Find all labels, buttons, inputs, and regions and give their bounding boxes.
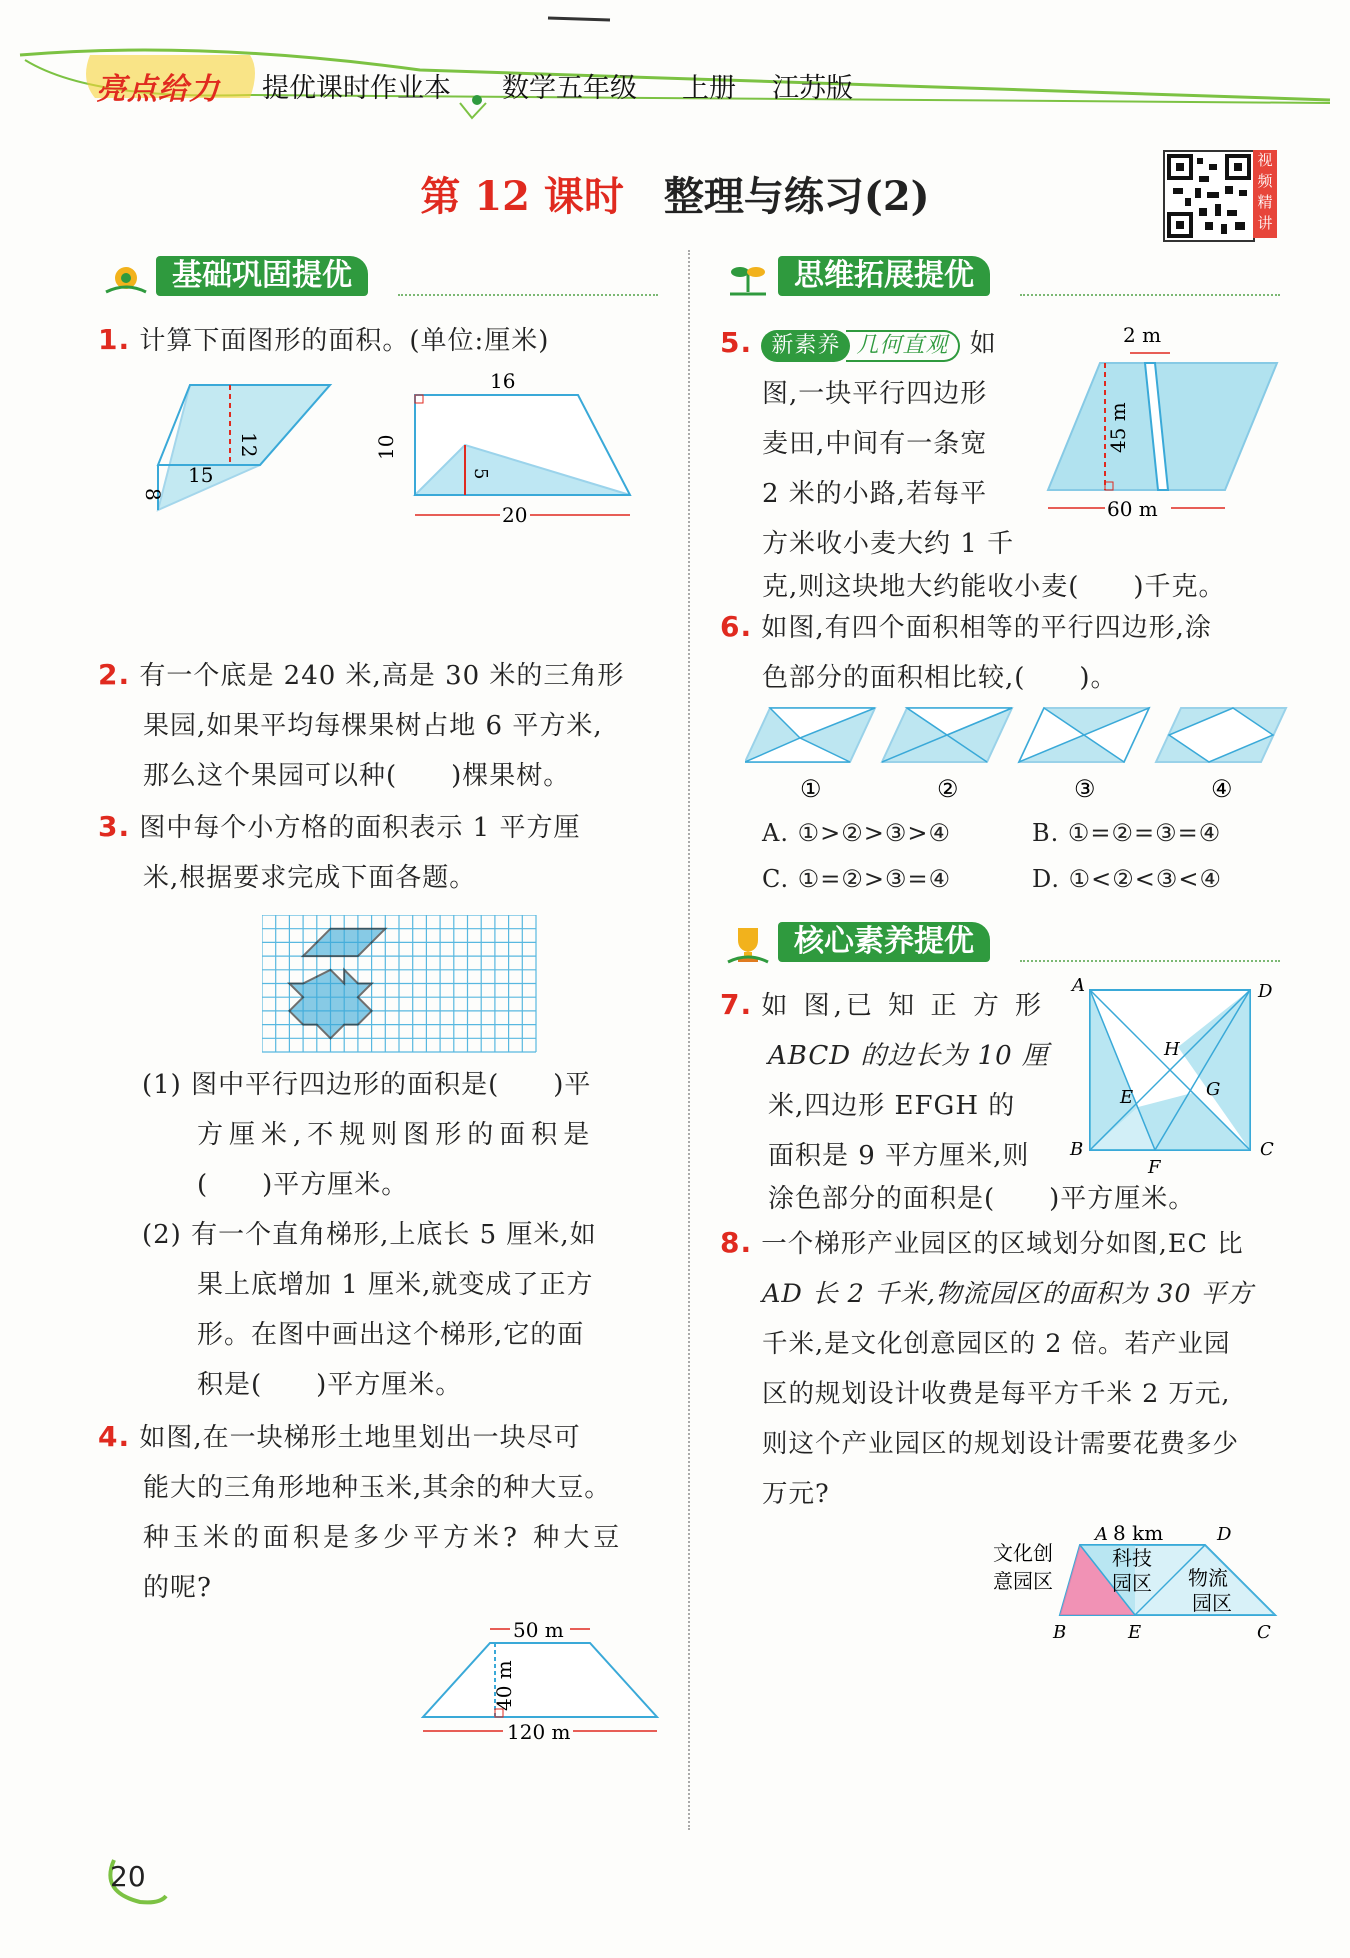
section-thinking: 思维拓展提优 (720, 252, 1280, 302)
svg-text:H: H (1164, 1039, 1180, 1060)
sprout-icon (724, 252, 774, 302)
qr-code[interactable] (1163, 150, 1255, 242)
question-3-part-1: (1) 图中平行四边形的面积是( )平 方厘米,不规则图形的面积是 ( )平方厘米。 (142, 1070, 596, 1200)
svg-text:④: ④ (1211, 775, 1233, 803)
q4-height-label: 40 m (492, 1660, 516, 1711)
q1b-top-label: 16 (490, 370, 516, 393)
q1a-top-label: 12 (237, 432, 261, 458)
svg-text:E: E (1120, 1087, 1134, 1108)
column-divider (688, 250, 690, 1830)
q4-top-label: 50 m (513, 1618, 564, 1642)
svg-text:F: F (1148, 1157, 1161, 1175)
q6-figure-2 (882, 708, 1012, 762)
volume-label: 上册 (682, 73, 736, 104)
q5-base-label: 60 m (1107, 497, 1158, 521)
q5-road-label: 2 m (1123, 323, 1162, 347)
question-3: 3. 图中每个小方格的面积表示 1 平方厘 米,根据要求完成下面各题。 (98, 810, 581, 893)
q3-grid[interactable] (262, 915, 542, 1055)
brand-logo: 亮点给力 (96, 72, 220, 107)
svg-text:D: D (1217, 1524, 1232, 1545)
svg-text:园区: 园区 (1192, 1591, 1232, 1615)
lesson-number: 第 12 课时 (420, 173, 624, 220)
q1a-left-label: 8 (141, 488, 165, 501)
svg-text:科技: 科技 (1112, 1546, 1152, 1570)
svg-text:E: E (1128, 1622, 1142, 1643)
svg-text:物流: 物流 (1188, 1566, 1228, 1590)
svg-text:C: C (1260, 1139, 1274, 1160)
svg-text:园区: 园区 (1112, 1571, 1152, 1595)
page-title (0, 165, 1350, 222)
q1b-height-label: 10 (374, 434, 398, 460)
q6-figure-3 (1019, 708, 1149, 762)
svg-text:意园区: 意园区 (993, 1569, 1053, 1593)
q6-option-b[interactable]: B. ①=②=③=④ (1032, 819, 1222, 847)
trophy-icon (724, 918, 774, 968)
question-3-part-2: (2) 有一个直角梯形,上底长 5 厘米,如 果上底增加 1 厘米,就变成了正方 形。在图中画出这个梯形,它的面 积是( )平方厘米。 (142, 1220, 597, 1400)
q6-option-a[interactable]: A. ①>②>③>④ (762, 819, 951, 847)
q1a-mid-label: 15 (188, 463, 214, 487)
q8-park-figure (985, 1510, 1285, 1650)
q5-height-label: 45 m (1106, 402, 1130, 453)
q6-option-c[interactable]: C. ①=②>③=④ (762, 865, 952, 893)
q7-square-figure (1060, 975, 1290, 1175)
sun-flower-icon (102, 252, 152, 302)
svg-text:①: ① (800, 775, 822, 803)
q4-base-label: 120 m (507, 1720, 571, 1744)
q4-trapezoid-figure (415, 1615, 675, 1755)
q3-irregular-shape (289, 970, 371, 1039)
subject-label: 数学五年级 (502, 73, 637, 104)
question-8: 8. 一个梯形产业园区的区域划分如图,EC 比 AD 长 2 千米,物流园区的面积为 30 平方 千米,是文化创意园区的 2 倍。若产业园 区的规划设计收费是每平方千米 2 万元, 则这个产业园区的规划设计需要花费多少 万元? (720, 1226, 1254, 1509)
edition-label: 江苏版 (772, 73, 853, 104)
page-number: 20 (110, 1860, 146, 1893)
q1-figures (130, 370, 660, 530)
svg-text:B: B (1053, 1622, 1067, 1643)
question-1: 1. 计算下面图形的面积。(单位:厘米) (98, 323, 550, 356)
svg-text:8 km: 8 km (1113, 1521, 1164, 1545)
video-tag: 视频精讲 (1253, 150, 1277, 238)
svg-text:C: C (1257, 1622, 1271, 1643)
q6-parallelograms (745, 700, 1295, 810)
svg-text:A: A (1072, 975, 1085, 996)
series-name: 提优课时作业本 (262, 73, 451, 104)
new-literacy-tag: 新素养 (761, 330, 850, 362)
svg-text:文化创: 文化创 (993, 1541, 1053, 1565)
question-5: 5. 新素养 几何直观 如 图,一块平行四边形 麦田,中间有一条宽 2 米的小路,若每平 方米收小麦大约 1 千 克,则这块地大约能收小麦( )千克。 (720, 326, 1226, 602)
q6-figure-1 (745, 708, 875, 762)
q6-figure-4 (1156, 708, 1286, 762)
svg-text:B: B (1070, 1139, 1084, 1160)
question-7: 7. 如 图,已 知 正 方 形 ABCD 的边长为 10 厘 米,四边形 EFGH 的 面积是 9 平方厘米,则 涂色部分的面积是( )平方厘米。 (720, 988, 1196, 1214)
svg-text:A: A (1095, 1524, 1108, 1545)
question-6: 6. 如图,有四个面积相等的平行四边形,涂 色部分的面积相比较,( )。 (720, 610, 1212, 693)
question-1-text: 计算下面图形的面积。(单位:厘米) (139, 326, 550, 356)
geometry-tag: 几何直观 (846, 330, 960, 362)
section-basic: 基础巩固提优 (98, 252, 658, 302)
qr-pattern-icon (1165, 152, 1253, 240)
q1b-inner-label: 5 (470, 468, 491, 480)
question-4: 4. 如图,在一块梯形土地里划出一块尽可 能大的三角形地种玉米,其余的种大豆。 种玉米的面积是多少平方米? 种大豆 的呢? (98, 1420, 624, 1603)
question-2: 2. 有一个底是 240 米,高是 30 米的三角形 果园,如果平均每棵果树占地 6 平方米, 那么这个果园可以种( )棵果树。 (98, 658, 625, 791)
q1b-base-label: 20 (502, 503, 528, 527)
section-core: 核心素养提优 (720, 918, 1280, 968)
svg-text:②: ② (937, 775, 959, 803)
q5-field-figure (1035, 318, 1295, 528)
lesson-topic: 整理与练习(2) (663, 173, 930, 220)
q6-option-d[interactable]: D. ①<②<③<④ (1032, 865, 1223, 893)
svg-text:G: G (1206, 1079, 1221, 1100)
q3-parallelogram (303, 929, 385, 956)
q6-options (762, 810, 1322, 902)
svg-text:③: ③ (1074, 775, 1096, 803)
svg-text:D: D (1258, 981, 1273, 1002)
